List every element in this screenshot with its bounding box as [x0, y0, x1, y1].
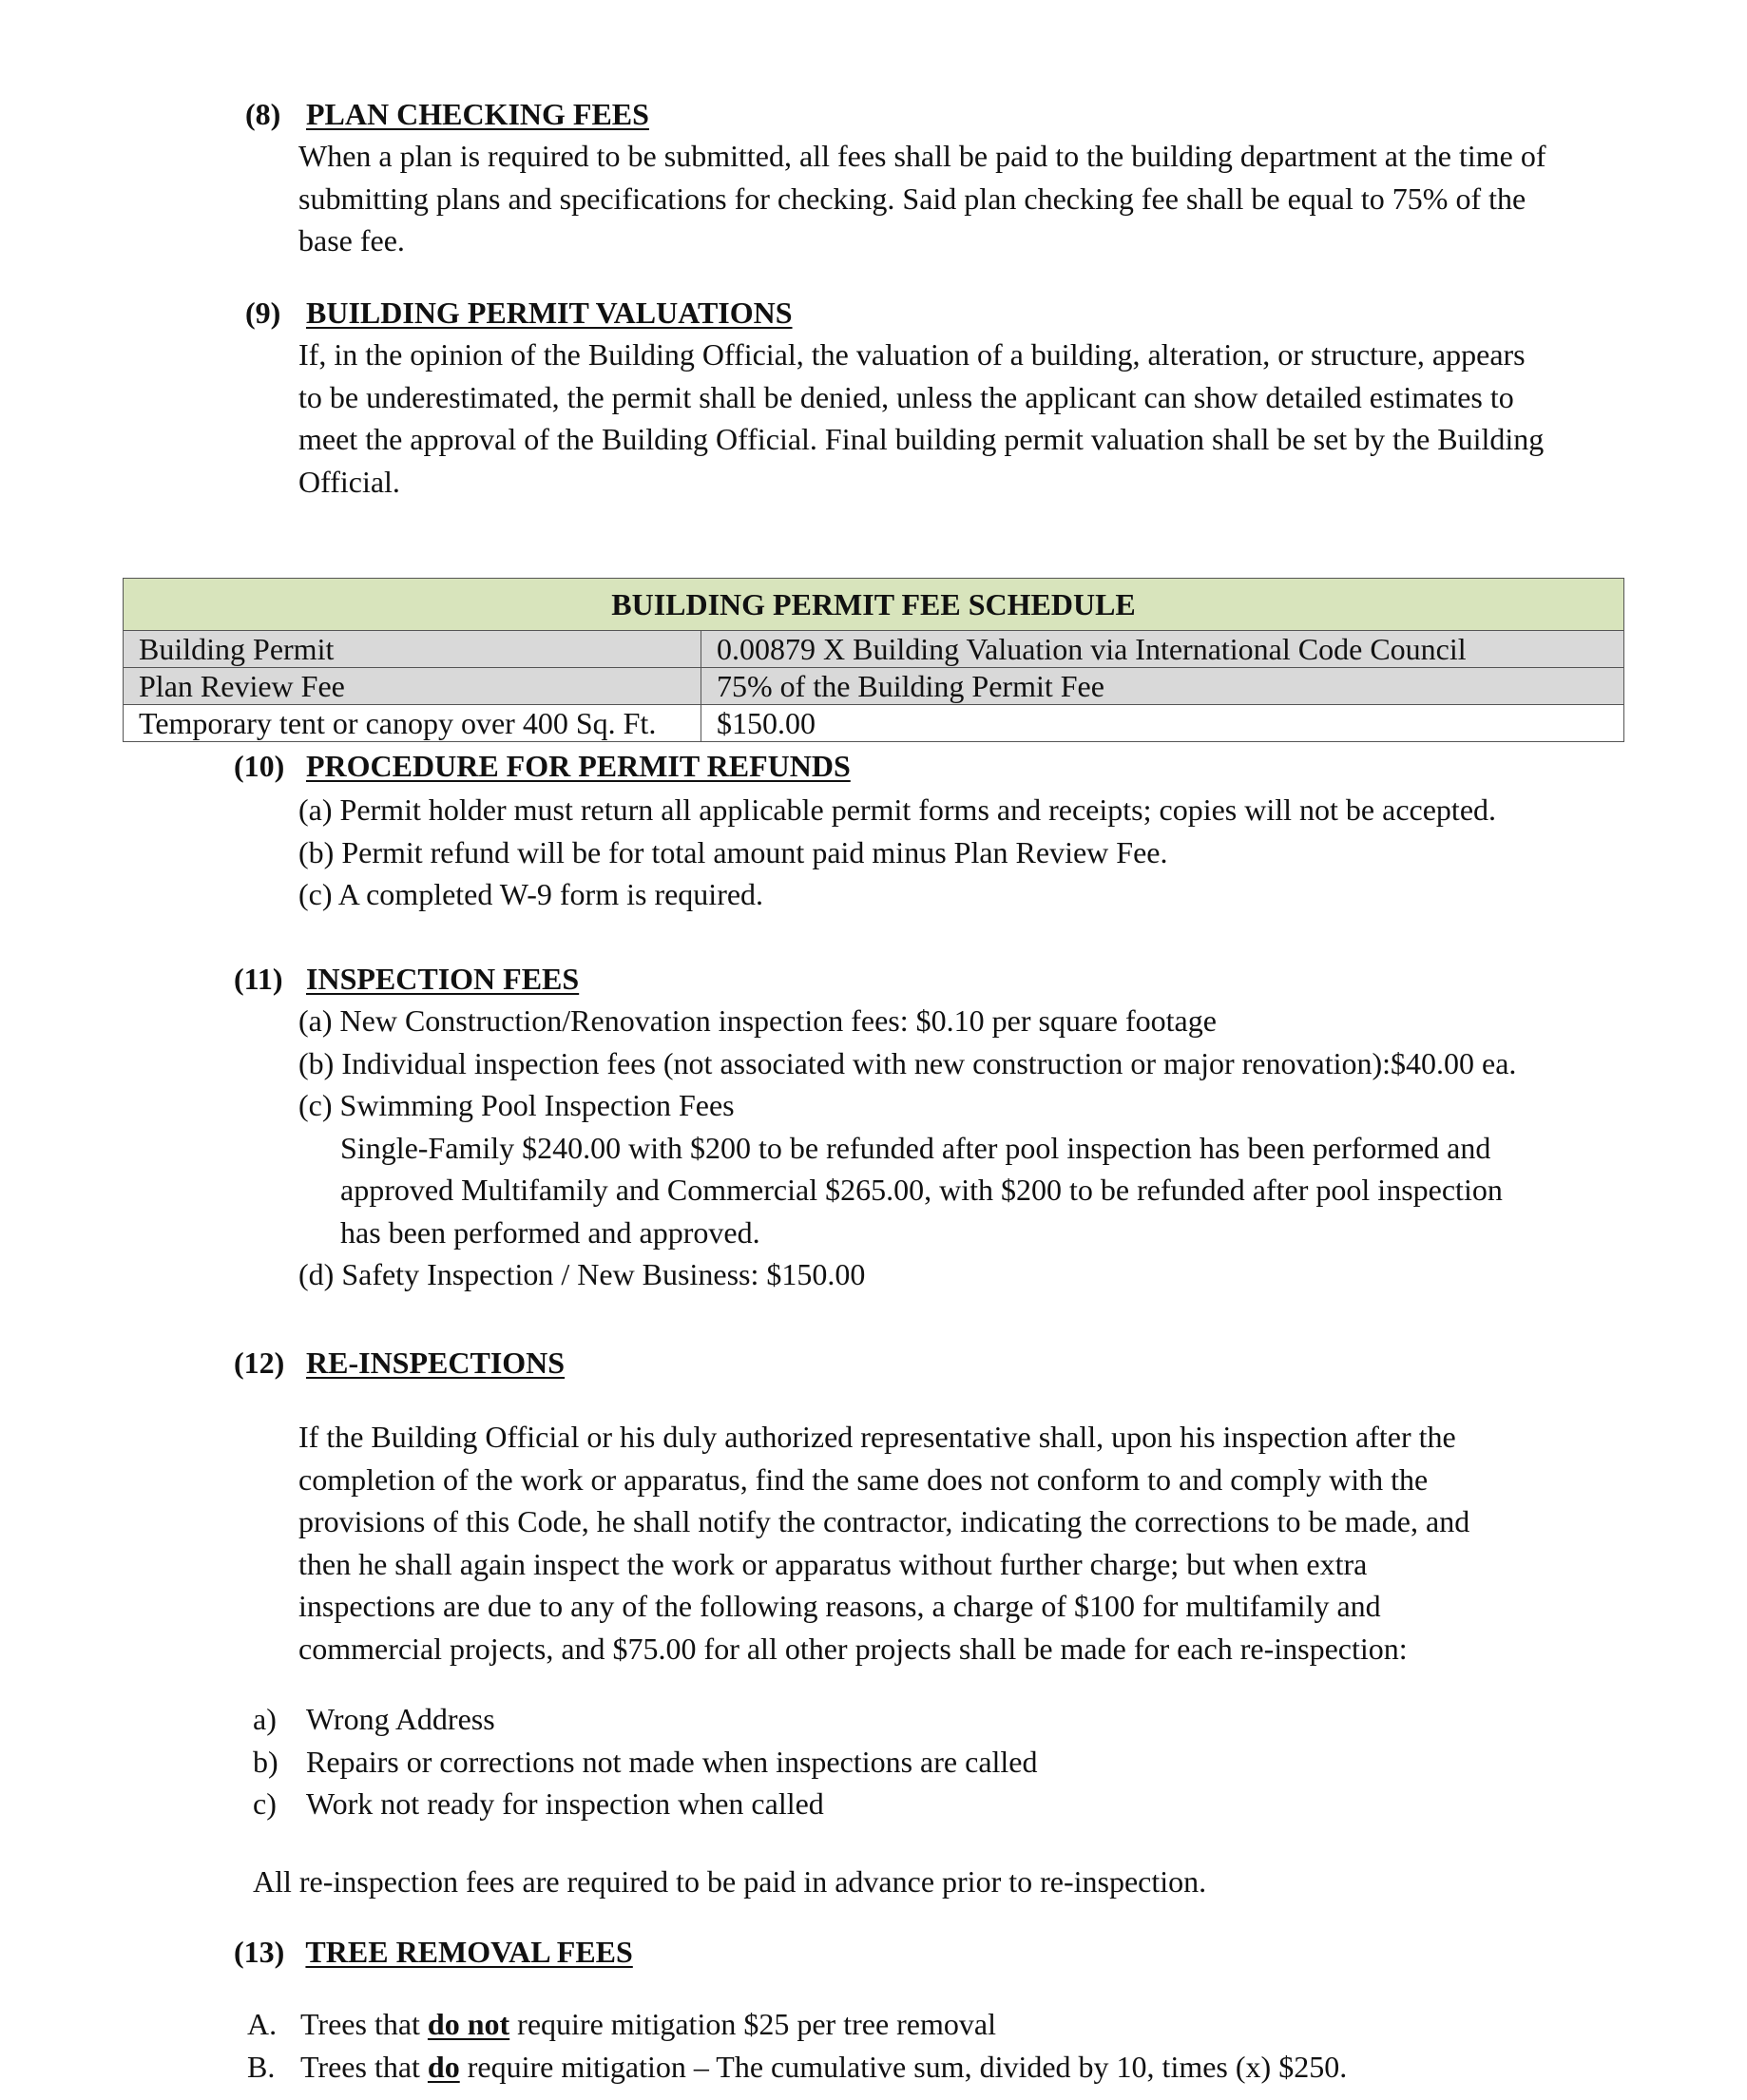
list-item: (b) Individual inspection fees (not associated with new construction or major renovation):$40.00 ea.: [298, 1045, 1517, 1080]
fee-item: Plan Review Fee: [124, 668, 701, 705]
list-marker: a): [253, 1702, 277, 1736]
list-item: [253, 1783, 1038, 1825]
list-item: (a) New Construction/Renovation inspection fees: $0.10 per square footage: [298, 1003, 1217, 1038]
section-12-body: [298, 1416, 1715, 1670]
section-11-items: [298, 1000, 1715, 1296]
body-line: approved Multifamily and Commercial $265.00, with $200 to be refunded after pool inspection: [340, 1173, 1503, 1207]
section-12-number: (12): [234, 1346, 285, 1380]
body-line: Official.: [298, 464, 400, 499]
body-line: inspections are due to any of the following reasons, a charge of $100 for multifamily and: [298, 1589, 1381, 1623]
body-line: provisions of this Code, he shall notify the contractor, indicating the corrections to be made, and: [298, 1504, 1470, 1538]
list-item: (a) Permit holder must return all applicable permit forms and receipts; copies will not be accepted.: [298, 792, 1497, 827]
body-line: meet the approval of the Building Official. Final building permit valuation shall be set by the Building: [298, 422, 1545, 456]
section-12-title: RE-INSPECTIONS: [306, 1346, 566, 1380]
fee-value: $150.00: [701, 705, 1624, 742]
fee-value: 0.00879 X Building Valuation via International Code Council: [701, 631, 1624, 668]
list-marker: c): [253, 1786, 277, 1821]
reinspection-reasons-list: [253, 1698, 1038, 1825]
body-line: submitting plans and specifications for checking. Said plan checking fee shall be equal to 75% of the: [298, 181, 1526, 216]
section-11-number: (11): [234, 962, 283, 996]
body-line: has been performed and approved.: [340, 1214, 760, 1250]
section-11-title: INSPECTION FEES: [306, 962, 580, 996]
table-row: [124, 705, 1624, 742]
section-8-number: (8): [245, 97, 281, 131]
section-8-heading: [245, 93, 649, 136]
list-text: Wrong Address: [306, 1702, 495, 1736]
reinspection-footer-note: All re-inspection fees are required to be paid in advance prior to re-inspection.: [253, 1864, 1207, 1899]
section-9-title: BUILDING PERMIT VALUATIONS: [306, 296, 793, 330]
list-text: require mitigation – The cumulative sum, divided by 10, times (x) $250.: [459, 2049, 1348, 2084]
pool-fee-details: [298, 1127, 1715, 1254]
body-line: If, in the opinion of the Building Official, the valuation of a building, alteration, or structure, appears: [298, 337, 1526, 372]
section-13-title: TREE REMOVAL FEES: [305, 1935, 633, 1969]
list-text: Work not ready for inspection when called: [306, 1786, 824, 1821]
list-item: [253, 1698, 1038, 1741]
list-text: require mitigation $25 per tree removal: [509, 2007, 996, 2041]
emphasis-do: do: [427, 2049, 460, 2084]
table-row: [124, 631, 1624, 668]
list-text: Repairs or corrections not made when inspections are called: [306, 1744, 1038, 1779]
list-text: Trees that: [300, 2007, 428, 2041]
emphasis-do-not: do not: [427, 2007, 510, 2041]
body-line: to be underestimated, the permit shall be denied, unless the applicant can show detailed estimates to: [298, 379, 1514, 414]
section-11-heading: [234, 958, 579, 1001]
fee-item: Building Permit: [124, 631, 701, 668]
section-10-heading: [234, 745, 851, 788]
section-10-title: PROCEDURE FOR PERMIT REFUNDS: [306, 749, 851, 783]
section-9-body: [298, 334, 1715, 503]
section-12-heading: [234, 1342, 565, 1384]
table-row: [124, 668, 1624, 705]
body-line: When a plan is required to be submitted, all fees shall be paid to the building department at the time of: [298, 139, 1546, 173]
list-item: [247, 2003, 1347, 2046]
list-marker: A.: [247, 2007, 278, 2041]
fee-item: Temporary tent or canopy over 400 Sq. Ft.: [124, 705, 701, 742]
section-9-number: (9): [245, 296, 281, 330]
section-13-heading: [234, 1931, 633, 1974]
list-item: (c) A completed W-9 form is required.: [298, 877, 764, 911]
body-line: then he shall again inspect the work or apparatus without further charge; but when extra: [298, 1546, 1368, 1581]
fee-value: 75% of the Building Permit Fee: [701, 668, 1624, 705]
fee-schedule-table: [123, 578, 1624, 742]
section-10-items: [298, 789, 1715, 916]
body-line: Single-Family $240.00 with $200 to be refunded after pool inspection has been performed and: [340, 1130, 1491, 1165]
section-8-title: PLAN CHECKING FEES: [306, 97, 649, 131]
section-9-heading: [245, 292, 793, 334]
list-item: (d) Safety Inspection / New Business: $150.00: [298, 1257, 866, 1291]
list-item: (b) Permit refund will be for total amount paid minus Plan Review Fee.: [298, 834, 1168, 869]
fee-schedule-title: BUILDING PERMIT FEE SCHEDULE: [124, 579, 1624, 631]
tree-removal-list: [247, 2003, 1347, 2088]
body-line: commercial projects, and $75.00 for all other projects shall be made for each re-inspection:: [298, 1631, 1408, 1666]
list-text: Trees that: [300, 2049, 428, 2084]
section-13-number: (13): [234, 1935, 285, 1969]
body-line: base fee.: [298, 223, 405, 258]
list-item: (c) Swimming Pool Inspection Fees: [298, 1088, 735, 1122]
list-marker: B.: [247, 2049, 276, 2084]
list-item: [253, 1741, 1038, 1784]
section-8-body: [298, 135, 1715, 262]
section-10-number: (10): [234, 749, 285, 783]
list-item: [247, 2046, 1347, 2089]
list-marker: b): [253, 1744, 278, 1779]
body-line: If the Building Official or his duly authorized representative shall, upon his inspection after the: [298, 1420, 1456, 1454]
body-line: completion of the work or apparatus, find the same does not conform to and comply with the: [298, 1461, 1429, 1497]
